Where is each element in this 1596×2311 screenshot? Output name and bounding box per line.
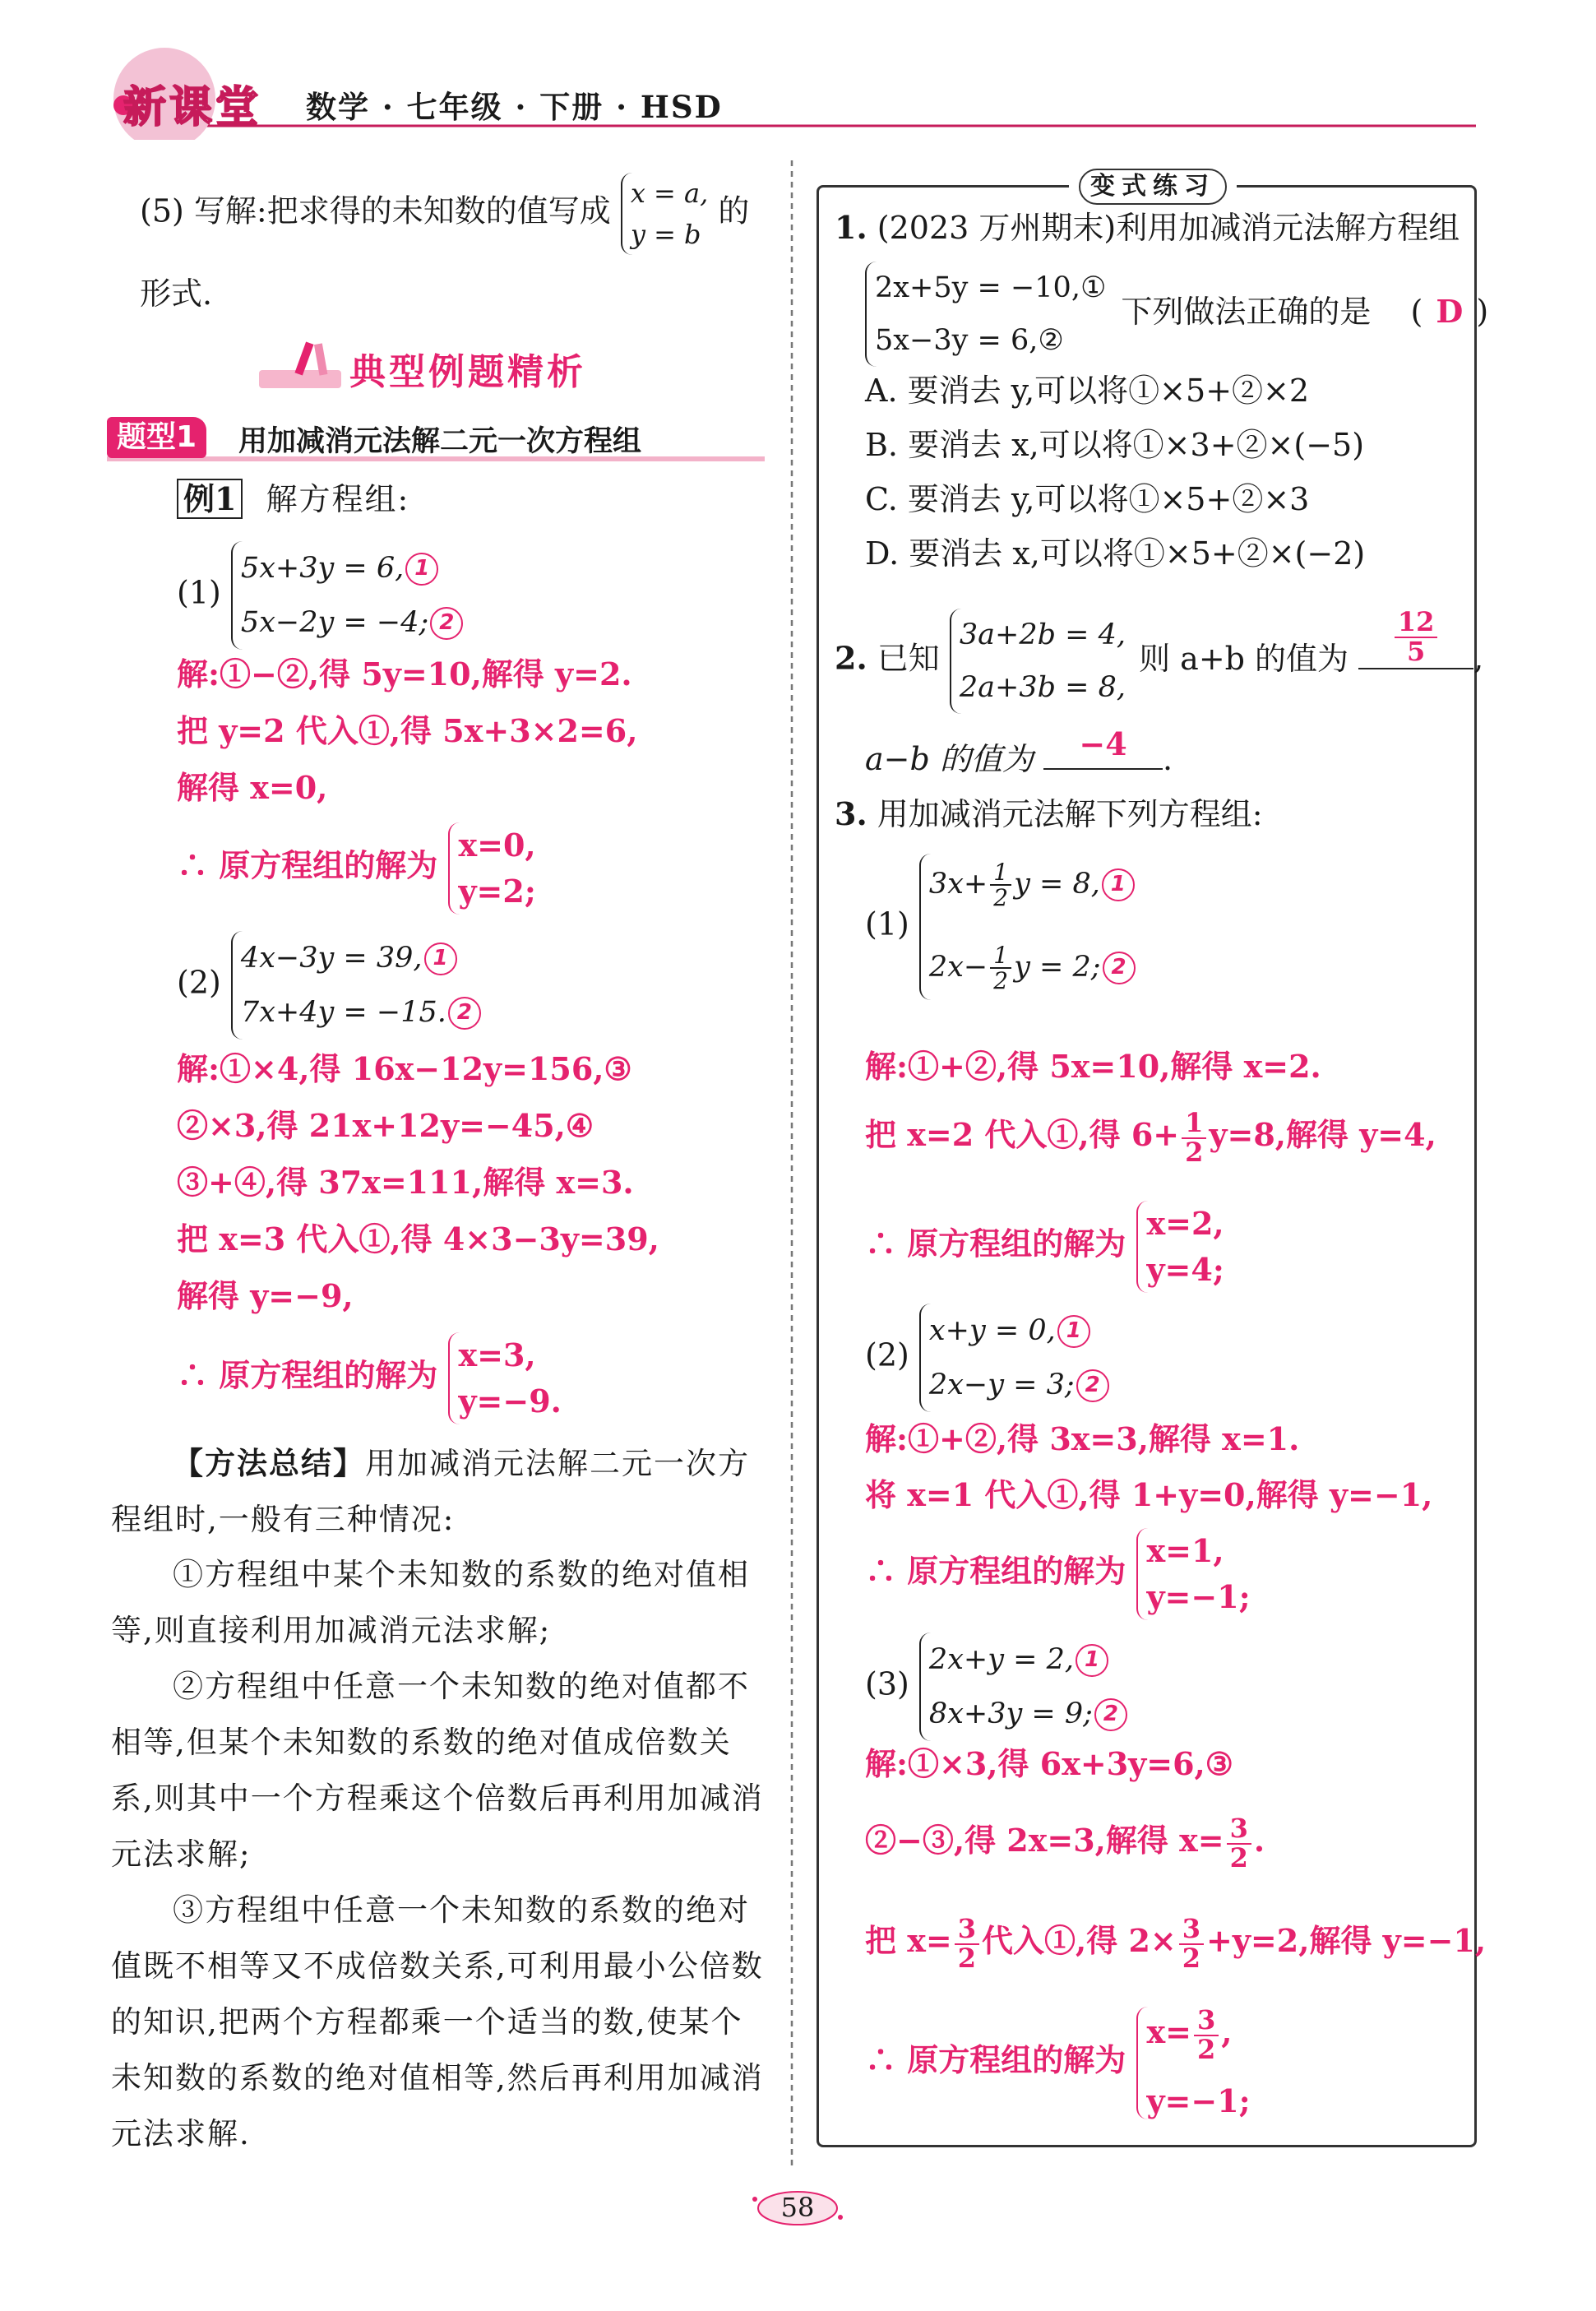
- exercise-box-title: [1069, 169, 1237, 205]
- ex2-answer: ∴ 原方程组的解为 x=3, y=−9.: [177, 1332, 562, 1424]
- exercise-box-title-text: 变式练习: [1079, 169, 1227, 205]
- q1-option-c: C. 要消去 y,可以将①×5+②×3: [865, 481, 1310, 517]
- q2-line2: a−b 的值为 −4 .: [865, 725, 1173, 777]
- type-badge: 题型1: [107, 417, 206, 458]
- step5-line: (5) 写解:把求得的未知数的值写成 x = a, y = b 的: [140, 173, 749, 255]
- ex2-system: (2) 4x−3y = 39, 1 7x+4y = −15. 2: [177, 931, 483, 1040]
- ex1-sol-3: 解得 x=0,: [177, 769, 328, 806]
- ex2-sol-5: 解得 y=−9,: [177, 1277, 354, 1314]
- q3-p1-answer: ∴ 原方程组的解为 x=2, y=4;: [865, 1201, 1224, 1293]
- ex2-sol-2: ②×3,得 21x+12y=−45,④: [177, 1107, 594, 1144]
- ex2-sol-1: 解:①×4,得 16x−12y=156,③: [177, 1050, 632, 1087]
- method-item-2: ②方程组中任意一个未知数的绝对值都不相等,但某个未知数的系数的绝对值成倍数关系,则其中一个方程乘这个倍数后再利用加减消元法求解;: [111, 1669, 764, 1872]
- type-heading: [107, 415, 765, 465]
- ex1-sol-2: 把 y=2 代入①,得 5x+3×2=6,: [177, 712, 638, 749]
- q3-p3-sol-2: ②−③,得 2x=3,解得 x= $\frac{3}{2}$ .: [865, 1812, 1265, 1873]
- step5-line2: 形式.: [140, 276, 213, 312]
- ex1-system: (1) 5x+3y = 6, 1 5x−2y = −4; 2: [177, 541, 465, 650]
- q3-p3-sol-3: 把 x= $\frac{3}{2}$ 代入①,得 2× $\frac{3}{2}$ +y=2,解得 y=−1,: [865, 1912, 1487, 1974]
- ex1-sol-1: 解:①−②,得 5y=10,解得 y=2.: [177, 655, 632, 692]
- ex2-sol-4: 把 x=3 代入①,得 4×3−3y=39,: [177, 1220, 659, 1257]
- q2-line1: 2. 已知 3a+2b = 4, 2a+3b = 8, 则 a+b 的值为 $\frac{12}{5}$ ,: [835, 609, 1483, 714]
- q1-system: 2x+5y = −10,① 5x−3y = 6,② 下列做法正确的是 ( D ): [865, 262, 1488, 367]
- ex2-sol-3: ③+④,得 37x=111,解得 x=3.: [177, 1164, 634, 1201]
- q3-p2-answer: ∴ 原方程组的解为 x=1, y=−1;: [865, 1528, 1251, 1620]
- q2-blank-1: $\frac{12}{5}$: [1358, 627, 1473, 669]
- q1-eq1: 2x+5y = −10,①: [875, 271, 1107, 304]
- q3-p2-sol-1: 解:①+②,得 3x=3,解得 x=1.: [865, 1420, 1300, 1457]
- example-line: 例1 解方程组:: [177, 479, 409, 520]
- method-intro: 【方法总结】用加减消元法解二元一次方程组时,一般有三种情况:: [111, 1445, 750, 1537]
- q3-p3-system: (3) 2x+y = 2, 1 8x+3y = 9; 2: [865, 1633, 1129, 1741]
- q3-p1-sol-2: 把 x=2 代入①,得 6+ $\frac{1}{2}$ y=8,解得 y=4,: [865, 1106, 1436, 1168]
- q2-blank-2: −4: [1043, 732, 1163, 770]
- logo: 新课堂: [123, 83, 262, 132]
- step5-eq2: y = b: [630, 219, 701, 250]
- page-number: 58: [780, 2192, 815, 2223]
- q3-p1-system: (1) 3x+ $\frac{1}{2}$ y = 8, 1 2x− $\frac{1}{2}$ y = 2; 2: [865, 854, 1137, 1000]
- header: [0, 0, 1596, 140]
- q3-p1-sol-1: 解:①+②,得 5x=10,解得 x=2.: [865, 1048, 1321, 1085]
- q1-option-b: B. 要消去 x,可以将①×3+②×(−5): [865, 427, 1365, 463]
- ex1-answer: ∴ 原方程组的解为 x=0, y=2;: [177, 822, 536, 915]
- q1-option-a: A. 要消去 y,可以将①×5+②×2: [865, 373, 1310, 409]
- method-item-3: ③方程组中任意一个未知数的系数的绝对值既不相等又不成倍数关系,可利用最小公倍数的知识,把两个方程都乘一个适当的数,使某个未知数的系数的绝对值相等,然后再利用加减消元法求解.: [111, 1892, 764, 2151]
- step5-eq1: x = a,: [630, 178, 709, 209]
- header-subtitle: 数学 · 七年级 · 下册 · HSD: [306, 89, 723, 125]
- page-number-badge: [748, 2188, 847, 2229]
- q1-answer: D: [1436, 292, 1464, 330]
- column-divider: [789, 160, 794, 2167]
- q3-p3-answer: ∴ 原方程组的解为 x= $\frac{3}{2}$ , y=−1;: [865, 2004, 1251, 2120]
- q3-p2-sol-2: 将 x=1 代入①,得 1+y=0,解得 y=−1,: [865, 1476, 1433, 1513]
- q1-stem: 1. (2023 万州期末)利用加减消元法解方程组: [835, 209, 1460, 246]
- pencils-icon: [251, 337, 349, 395]
- type-title: 用加减消元法解二元一次方程组: [238, 425, 642, 458]
- method-item-1: ①方程组中某个未知数的系数的绝对值相等,则直接利用加减消元法求解;: [111, 1557, 750, 1648]
- q1-option-d: D. 要消去 x,可以将①×5+②×(−2): [865, 535, 1366, 572]
- section-title-text: 典型例题精析: [349, 351, 586, 393]
- q3-p3-sol-1: 解:①×3,得 6x+3y=6,③: [865, 1745, 1233, 1782]
- q3-stem: 3. 用加减消元法解下列方程组:: [835, 795, 1263, 832]
- example-label: 例1: [177, 479, 243, 519]
- q3-p2-system: (2) x+y = 0, 1 2x−y = 3; 2: [865, 1304, 1111, 1412]
- q1-eq2: 5x−3y = 6,②: [875, 324, 1064, 357]
